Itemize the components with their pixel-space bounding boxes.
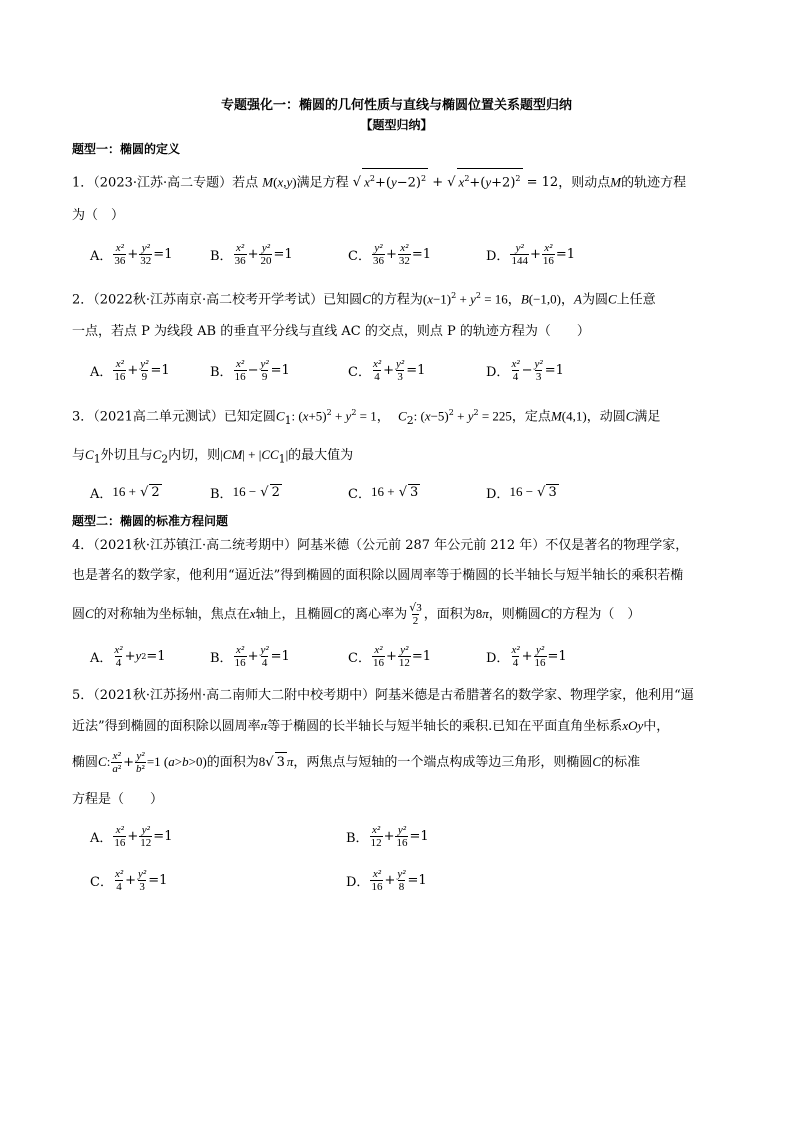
q5-option-d[interactable]: D． $\frac{\text{x²}}{16}$ + $\frac{\text{y²}}{8}$ =1: [346, 867, 427, 893]
radical-expression: √ $x^2+(y-2)^2$ + √ $x^2+(y+2)^2 = 12$: [353, 175, 558, 190]
question-5-line-4: 方程是（ ）: [72, 792, 164, 807]
question-4-line-1: 4．（2021秋·江苏镇江·高二统考期中）阿基米德（公元前 287 年公元前 212 年）不仅是著名的物理学家，: [72, 538, 689, 553]
q4-option-d[interactable]: D． $\frac{\text{x²}}{4}$ + $\frac{\text{y²}}{16}$ =1: [486, 643, 567, 669]
question-3-line-1: 3．（2021高二单元测试）已知定圆$C_1$: $(x+5)^2 + y^2 = 1$， $C_2$: $(x-5)^2 + y^2 = 225$，定点M(4,1)，动圆C满足: [72, 408, 661, 427]
q3-option-c[interactable]: C． 16 + √ 3: [348, 484, 419, 502]
q3-option-a[interactable]: A． 16 + √ 2: [90, 484, 160, 502]
q3-option-b[interactable]: B． 16 − √ 2: [210, 484, 280, 502]
q1-option-a[interactable]: A． $\frac{\text{x²}}{36}$ + $\frac{\text{y²}}{32}$ =1: [90, 241, 173, 267]
q2-option-b[interactable]: B． $\frac{\text{x²}}{16}$ − $\frac{\text{y²}}{9}$ =1: [210, 357, 290, 383]
question-5-line-3: 椭圆C: $\frac{\text{x²}}{\text{a²}}$ + $\frac{\text{y²}}{\text{b²}}$ =1 (a>b>0)的面积为8√ 3 π，两焦点与短轴的一个端点构成等边三角形，则椭圆C的标准: [72, 750, 641, 775]
q5-option-b[interactable]: B． $\frac{\text{x²}}{12}$ + $\frac{\text{y²}}{16}$ =1: [346, 823, 429, 849]
question-5-line-1: 5．（2021秋·江苏扬州·高二南师大二附中校考期中）阿基米德是古希腊著名的数学家、物理学家，他利用“逼: [72, 688, 694, 703]
page-subtitle: 【题型归纳】: [360, 118, 433, 132]
section-heading-2: 题型二：椭圆的标准方程问题: [72, 514, 229, 528]
question-5-line-2: 近法”得到椭圆的面积除以圆周率π等于椭圆的长半轴长与短半轴长的乘积.已知在平面直角坐标系xOy中，: [72, 718, 670, 734]
q5-option-c[interactable]: C． $\frac{\text{x²}}{4}$ + $\frac{\text{y²}}{3}$ =1: [90, 867, 168, 893]
page-title: 专题强化一：椭圆的几何性质与直线与椭圆位置关系题型归纳: [220, 98, 572, 113]
q2-option-c[interactable]: C． $\frac{\text{x²}}{4}$ + $\frac{\text{y²}}{3}$ =1: [348, 357, 426, 383]
q2-option-a[interactable]: A． $\frac{\text{x²}}{16}$ + $\frac{\text{y²}}{9}$ =1: [90, 357, 170, 383]
question-1-line-1: 1．（2023·江苏·高二专题）若点 M(x,y)满足方程 √ $x^2+(y-2)^2$ + √ $x^2+(y+2)^2 = 12$，则动点M的轨迹方程: [72, 168, 686, 193]
q3-option-d[interactable]: D． 16 − √ 3: [486, 484, 557, 502]
q5-option-a[interactable]: A． $\frac{\text{x²}}{16}$ + $\frac{\text{y²}}{12}$ =1: [90, 823, 173, 849]
q4-option-b[interactable]: B． $\frac{\text{x²}}{16}$ + $\frac{\text{y²}}{4}$ =1: [210, 643, 290, 669]
question-2-line-1: 2．（2022秋·江苏南京·高二校考开学考试）已知圆C的方程为$(x-1)^2 + y^2 = 16$，B(−1,0)，A为圆C上任意: [72, 291, 656, 308]
q1-option-b[interactable]: B． $\frac{\text{x²}}{36}$ + $\frac{\text{y²}}{20}$ =1: [210, 241, 293, 267]
q1-option-c[interactable]: C． $\frac{\text{y²}}{36}$ + $\frac{\text{x²}}{32}$ =1: [348, 241, 432, 267]
question-4-line-2: 也是著名的数学家，他利用“逼近法”得到椭圆的面积除以圆周率等于椭圆的长半轴长与短半轴长的乘积若椭: [72, 568, 684, 583]
q4-option-c[interactable]: C． $\frac{\text{x²}}{16}$ + $\frac{\text{y²}}{12}$ =1: [348, 643, 432, 669]
question-1-line-2: 为（ ）: [72, 208, 125, 223]
question-4-line-3: 圆C的对称轴为坐标轴，焦点在x轴上，且椭圆C的离心率为 $\frac{√3}{2}$ ，面积为8π，则椭圆C的方程为（ ）: [72, 601, 641, 627]
section-heading-1: 题型一：椭圆的定义: [72, 142, 181, 156]
q4-option-a[interactable]: A． $\frac{\text{x²}}{4}$ + y 2 =1: [90, 643, 166, 669]
question-2-line-2: 一点，若点 P 为线段 AB 的垂直平分线与直线 AC 的交点，则点 P 的轨迹方程为（ ）: [72, 324, 590, 339]
question-3-line-2: 与$C_1$外切且与$C_2$内切，则$|CM| + |CC_1|$的最大值为: [72, 447, 354, 466]
q2-option-d[interactable]: D． $\frac{\text{x²}}{4}$ − $\frac{\text{y²}}{3}$ =1: [486, 357, 564, 383]
q1-option-d[interactable]: D． $\frac{\text{y²}}{144}$ + $\frac{\text{x²}}{16}$ =1: [486, 241, 576, 267]
